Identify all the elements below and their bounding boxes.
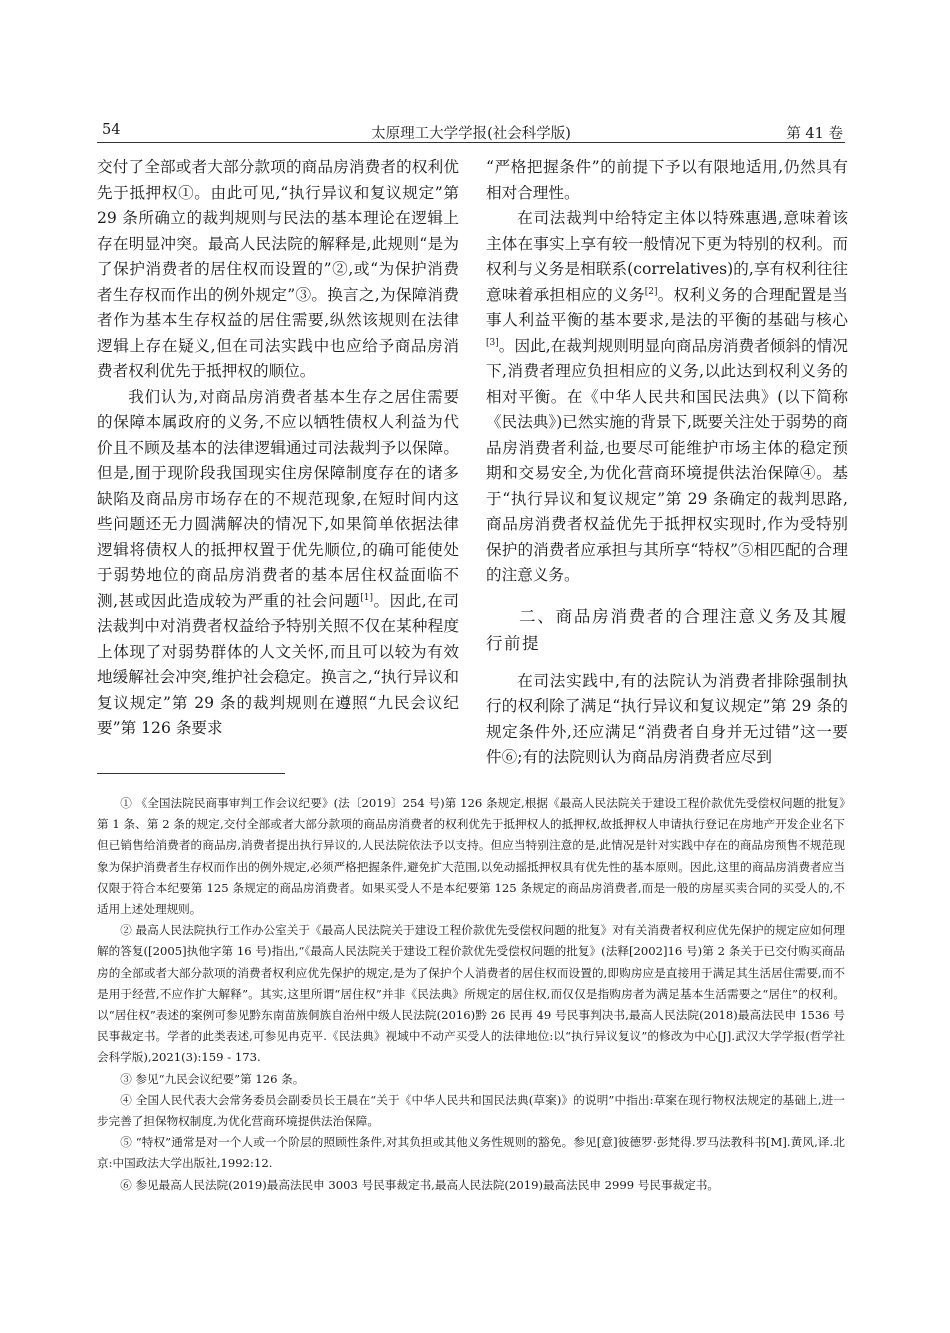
page-number: 54 bbox=[102, 122, 121, 138]
paragraph: 在司法实践中,有的法院认为消费者排除强制执行的权利除了满足“执行异议和复议规定”第 29 条的规定条件外,还应满足“消费者自身并无过错”这一要件⑥;有的法院则认为商品房消费者应尽到 bbox=[486, 671, 848, 766]
citation-ref[interactable]: [3] bbox=[486, 337, 499, 348]
footnote: ④ 全国人民代表大会常务委员会副委员长王晨在“关于《中华人民共和国民法典(草案)》的说明”中指出:草案在现行物权法规定的基础上,进一步完善了担保物权制度,为优化营商环境提供法治保障。 bbox=[97, 1092, 845, 1129]
citation-ref[interactable]: [2] bbox=[644, 286, 658, 297]
paragraph-text: 在司法裁判中给特定主体以特殊惠遇,意味着该主体在事实上享有较一般情况下更为特别的权利。而权利与义务是相联系(correlatives)的,享有权利往往意味着承担相应的义务 bbox=[486, 209, 848, 304]
journal-title: 太原理工大学学报(社会科学版) bbox=[371, 126, 571, 142]
left-column bbox=[97, 155, 459, 742]
paragraph bbox=[97, 385, 459, 742]
footnote-divider bbox=[97, 773, 285, 774]
paragraph-text: 。因此,在司法裁判中对消费者权益给予特别关照不仅在某种程度上体现了对弱势群体的人文关怀,而且可以较为有效地缓解社会冲突,维护社会稳定。换言之,“执行异议和复议规定”第 29 条的裁判规则在遵照“九民会议纪要”第 126 条要求 bbox=[97, 591, 459, 737]
footnote: ② 最高人民法院执行工作办公室关于《最高人民法院关于建设工程价款优先受偿权问题的批复》对有关消费者权利应优先保护的规定应如何理解的答复([2005]执他字第 16 号)指出,“《最高人民法院关于建设工程价款优先受偿权问题的批复》(法释[2002]16 号)第 2 条关于已交付购买商品房的全部或者大部分款项的消费者权利应优先保护的规定,是为了保护个人消费者的居住权而设置的,即购房应是直接用于满足其生活居住需要,而不是用于经营,不应作扩大解释”。其实,这里所谓“居住权”并非《民法典》所规定的居住权,而仅仅是指购房者为满足基本生活需要之“居住”的权利。以“居住权”表述的案例可参见黔东南苗族侗族自治州中级人民法院(2016)黔 26 民再 49 号民事判决书,最高人民法院(2018)最高法民申 1536 号民事裁定书。学者的此类表述,可参见冉克平.《民法典》视域中不动产买受人的法律地位:以“执行异议复议”的修改为中心[J].武汉大学学报(哲学社会科学版),2021(3):159 - 173. bbox=[97, 923, 845, 1065]
footnote: ③ 参见“九民会议纪要”第 126 条。 bbox=[120, 1071, 305, 1086]
paragraph-text: 。因此,在裁判规则明显向商品房消费者倾斜的情况下,消费者理应负担相应的义务,以此达到权利义务的相对平衡。在《中华人民共和国民法典》(以下简称《民法典》)已然实施的背景下,既要关注处于弱势的商品房消费者利益,也要尽可能维护市场主体的稳定预期和交易安全,为优化营商环境提供法治保障④。基于“执行异议和复议规定”第 29 条确定的裁判思路,商品房消费者权益优先于抵押权实现时,作为受特别保护的消费者应承担与其所享“特权”⑤相匹配的合理的注意义务。 bbox=[486, 336, 848, 584]
volume-label: 第 41 卷 bbox=[786, 126, 843, 142]
paragraph-text: 我们认为,对商品房消费者基本生存之居住需要的保障本属政府的义务,不应以牺牲债权人利益为代价且不顾及基本的法律逻辑通过司法裁判予以保障。但是,囿于现阶段我国现实住房保障制度存在的诸多缺陷及商品房市场存在的不规范现象,在短时间内这些问题还无力圆满解决的情况下,如果简单依据法律逻辑将债权人的抵押权置于优先顺位,的确可能使处于弱势地位的商品房消费者的基本居住权益面临不测,甚或因此造成较为严重的社会问题 bbox=[97, 387, 459, 610]
paragraph: 交付了全部或者大部分款项的商品房消费者的权利优先于抵押权①。由此可见,“执行异议和复议规定”第 29 条所确立的裁判规则与民法的基本理论在逻辑上存在明显冲突。最高人民法院的解释是,此规则“是为了保护消费者的居住权而设置的”②,或“为保护消费者生存权而作出的例外规定”③。换言之,为保障消费者作为基本生存权益的居住需要,纵然该规则在法律逻辑上存在疑义,但在司法实践中也应给予商品房消费者权利优先于抵押权的顺位。 bbox=[97, 158, 459, 380]
footnote: ⑥ 参见最高人民法院(2019)最高法民申 3003 号民事裁定书,最高人民法院(2019)最高法民申 2999 号民事裁定书。 bbox=[120, 1177, 719, 1192]
footnotes bbox=[97, 793, 845, 1196]
footnote: ⑤ “特权”通常是对一个人或一个阶层的照顾性条件,对其负担或其他义务性规则的豁免。参见[意]彼德罗·彭梵得.罗马法教科书[M].黄风,译.北京:中国政法大学出版社,1992:12. bbox=[97, 1135, 845, 1171]
footnote: ① 《全国法院民商事审判工作会议纪要》(法〔2019〕254 号)第 126 条规定,根据《最高人民法院关于建设工程价款优先受偿权问题的批复》第 1 条、第 2 条的规定,交付全部或者大部分款项的商品房消费者的权利优先于抵押权人的抵押权,故抵押权人申请执行登记在房地产开发企业名下但已销售给消费者的商品房,消费者提出执行异议的,人民法院依法予以支持。但应当特别注意的是,此情况是针对实践中存在的商品房预售不规范现象为保护消费者生存权而作出的例外规定,必须严格把握条件,避免扩大范围,以免动摇抵押权具有优先性的基本原则。因此,这里的商品房消费者应当仅限于符合本纪要第 125 条规定的商品房消费者。如果买受人不是本纪要第 125 条规定的商品房消费者,而是一般的房屋买卖合同的买受人的,不适用上述处理规则。 bbox=[97, 796, 845, 917]
paragraph: “严格把握条件”的前提下予以有限地适用,仍然具有相对合理性。 bbox=[486, 158, 848, 202]
section-heading: 二、商品房消费者的合理注意义务及其履行前提 bbox=[486, 606, 848, 653]
paragraph-text: 。权利义务的合理配置是当事人利益平衡的基本要求,是法的平衡的基础与核心 bbox=[486, 285, 848, 329]
citation-ref[interactable]: [1] bbox=[360, 592, 373, 603]
paragraph bbox=[486, 206, 848, 589]
running-header bbox=[97, 120, 845, 143]
right-column bbox=[486, 155, 848, 771]
